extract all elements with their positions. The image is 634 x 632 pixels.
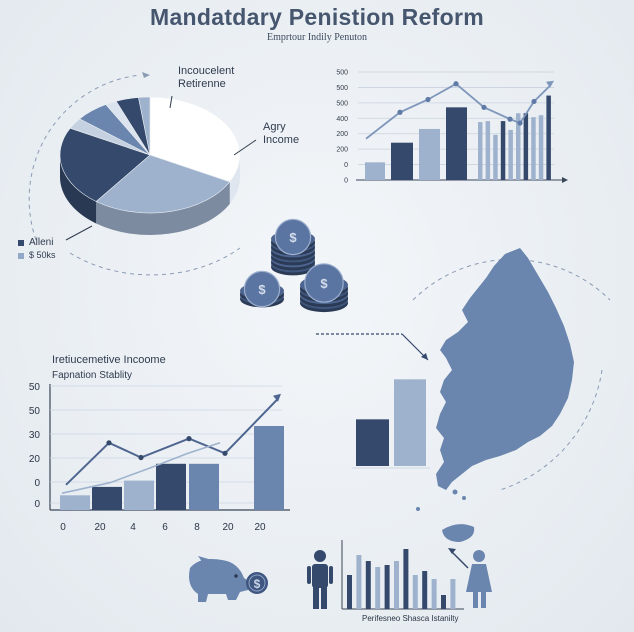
x-tick-label: 20	[222, 522, 234, 533]
bar	[450, 579, 455, 609]
bottom-chart-caption: Perifesneo Shasca Istanilty	[362, 614, 459, 623]
y-tick-label: 0	[34, 499, 40, 510]
piggy-bank-icon	[189, 556, 250, 602]
page-subtitle: Emprtour Indily Penuton	[267, 32, 367, 43]
dollar-sign: $	[320, 276, 328, 291]
y-tick-label: 200	[336, 131, 348, 139]
pie-label-right-line2: Income	[263, 134, 300, 146]
bar	[403, 549, 408, 609]
bottom-bar-chart	[342, 540, 464, 609]
pie-label-top-line1: Incoucelent	[178, 65, 235, 77]
bar	[394, 561, 399, 609]
bar	[432, 579, 437, 609]
y-tick-label: 50	[28, 406, 40, 417]
bar	[422, 571, 427, 609]
y-tick-label: 0	[344, 177, 348, 185]
dollar-coin-icon	[246, 572, 268, 594]
x-tick-label: 20	[94, 522, 106, 533]
y-tick-label: 30	[28, 430, 40, 441]
y-tick-label: 20	[28, 454, 40, 465]
y-tick-label: 0	[34, 478, 40, 489]
lower-chart-heading: Iretiucemetive Incoome	[52, 354, 166, 366]
x-tick-label: 20	[254, 522, 266, 533]
y-tick-label: 500	[336, 84, 348, 92]
x-tick-label: 4	[130, 522, 136, 533]
y-tick-label: 400	[336, 115, 348, 123]
pie-legend-label: Alleni	[29, 237, 54, 248]
y-tick-label: 500	[336, 100, 348, 108]
pie-label-top-line2: Retirenne	[178, 78, 226, 90]
bar	[441, 595, 446, 609]
man-icon	[307, 550, 333, 609]
bar	[356, 555, 361, 609]
page-title: Mandatdary Penistion Reform	[150, 4, 484, 30]
lower-chart-subheading: Fapnation Stablity	[52, 370, 133, 381]
bar	[366, 561, 371, 609]
bar	[413, 575, 418, 609]
y-tick-label: 200	[336, 146, 348, 154]
svg-text:$: $	[253, 577, 261, 591]
y-tick-label: 500	[336, 69, 348, 77]
bar	[347, 575, 352, 609]
dollar-sign: $	[258, 282, 266, 297]
x-tick-label: 6	[162, 522, 168, 533]
dollar-sign: $	[289, 230, 297, 245]
x-tick-label: 8	[194, 522, 200, 533]
y-tick-label: 0	[344, 162, 348, 170]
y-tick-label: 50	[28, 382, 40, 393]
bar	[385, 565, 390, 609]
pie-label-right-line1: Agry	[263, 121, 286, 133]
x-tick-label: 0	[60, 522, 66, 533]
pie-legend-label: $ 50ks	[29, 250, 56, 260]
bar	[375, 567, 380, 609]
